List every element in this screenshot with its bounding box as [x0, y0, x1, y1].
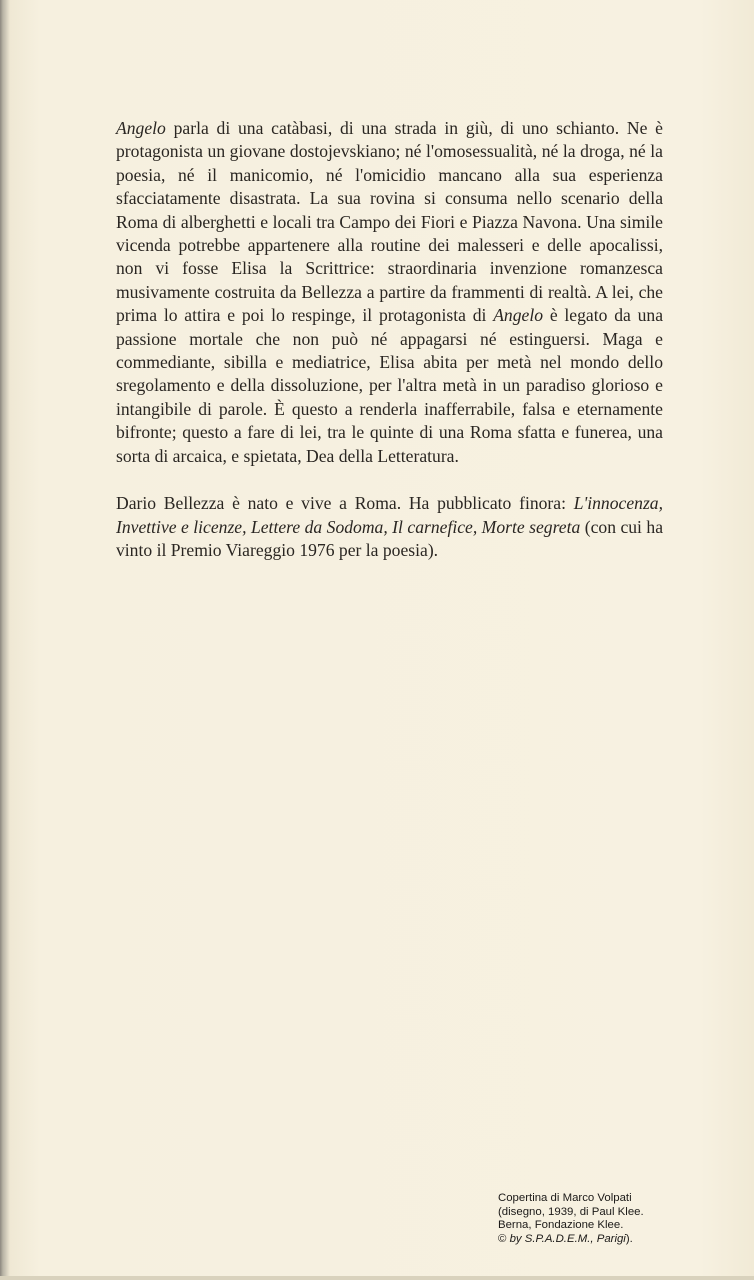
page-edge	[0, 1276, 754, 1280]
credit-line-1: Copertina di Marco Volpati	[498, 1192, 632, 1204]
blurb-text	[116, 117, 663, 562]
credit-line-end: ).	[625, 1232, 633, 1245]
author-bio-paragraph	[116, 492, 663, 562]
author-works-list: L'innocenza, Invettive e licenze, Lettere da Sodoma, Il carnefice, Morte segreta	[116, 493, 663, 537]
author-bio-tail: (con cui ha vinto il Premio Viareggio 1976 per la poesia).	[116, 516, 663, 560]
book-title-inline: Angelo	[493, 305, 544, 326]
synopsis-text-part1: parla di una catàbasi, di una strada in giù, di uno schianto. Ne è protagonista un giovane dostojevskiano; né l'omosessualità, né la droga, né la poesia, né il manicomio, né l'omicidio mancano alla sua esperienza sfacciatamente disastrata. La sua rovina si consuma nello scenario della Roma di alberghetti e locali tra Campo dei Fiori e Piazza Navona. Una simile vicenda potrebbe appartenere alla routine dei malesseri e delle apocalissi, non vi fosse Elisa la Scrittrice: straordinaria invenzione romanzesca musivamente costruita da Bellezza a partire da frammenti di realtà. A lei, che prima lo attira e poi lo respinge, il protagonista di	[116, 118, 663, 326]
credit-line-3: Berna, Fondazione Klee.	[498, 1219, 624, 1232]
credit-line-2: (disegno, 1939, di Paul Klee.	[498, 1205, 644, 1218]
cover-credit	[498, 1192, 738, 1246]
synopsis-paragraph	[116, 117, 663, 468]
copyright-symbol: ©	[498, 1232, 507, 1245]
credit-line-4	[498, 1233, 738, 1247]
author-bio-intro: Dario Bellezza è nato e vive a Roma. Ha pubblicato finora:	[116, 493, 574, 514]
synopsis-text-part2: è legato da una passione mortale che non può né appagarsi né estinguersi. Maga e commediante, sibilla e mediatrice, Elisa abita per metà nel mondo dello sregolamento e della dissoluzione, per l'altra metà in un paradiso glorioso e intangibile di parole. È questo a renderla inafferrabile, falsa e eternamente bifronte; questo a fare di lei, tra le quinte di una Roma sfatta e funerea, una sorta di arcaica, e spietata, Dea della Letteratura.	[116, 305, 663, 466]
book-title: Angelo	[116, 118, 166, 138]
credit-rights-holder: by S.P.A.D.E.M., Parigi	[506, 1232, 626, 1245]
